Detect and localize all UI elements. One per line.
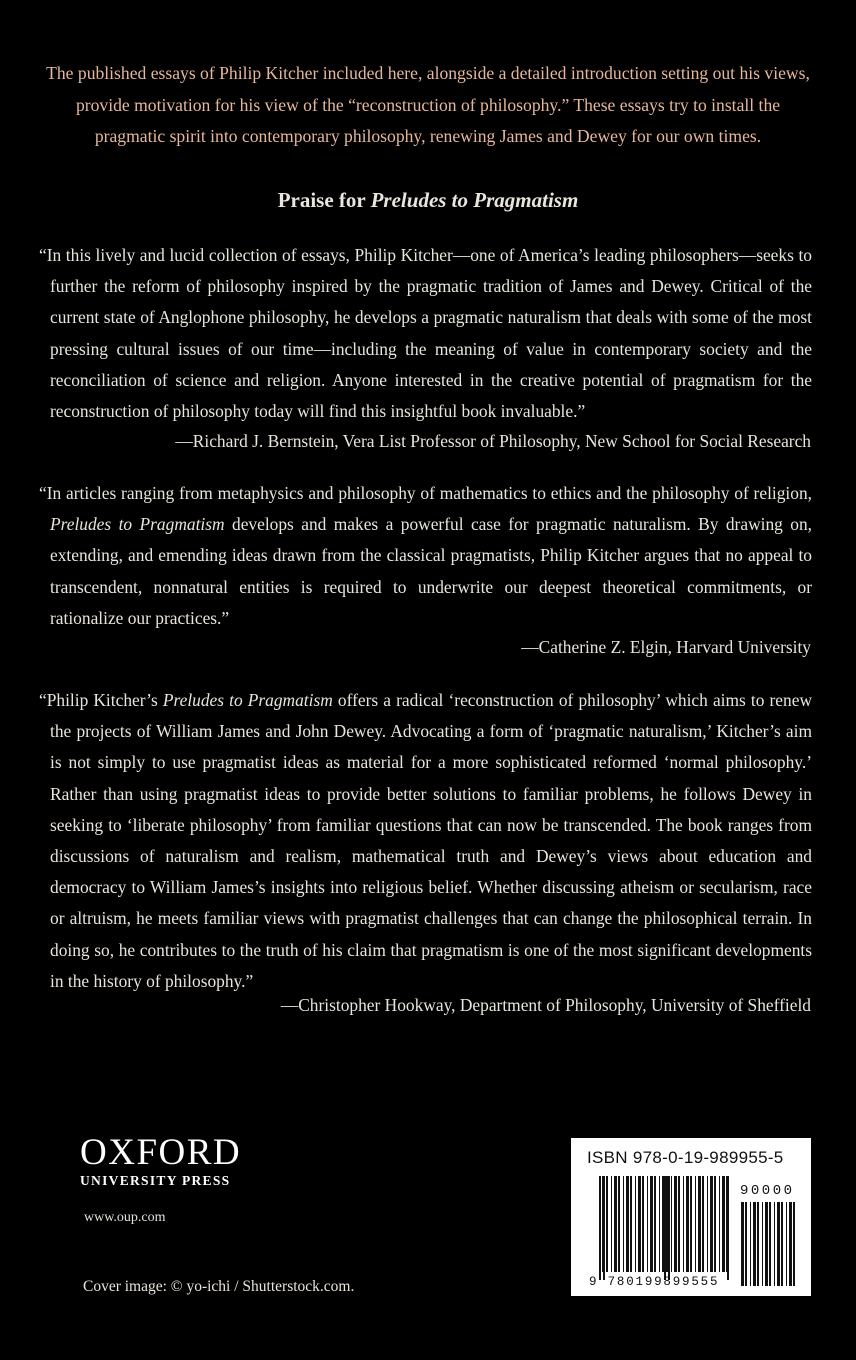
- praise-heading-prefix: Praise for: [277, 188, 371, 212]
- publisher-logo: [80, 1132, 242, 1189]
- quote-book-title: Preludes to Pragmatism: [162, 690, 333, 710]
- isbn-number: ISBN 978-0-19-989955-5: [587, 1148, 784, 1167]
- ean-first-digit: 9: [589, 1275, 599, 1289]
- quote-text-after: develops and makes a powerful case for pragmatic naturalism. By drawing on, extending, and emending ideas drawn from the classical pragmatists, Philip Kitcher argues that no appeal to transcendent, nonnatural entities is required to underwrite our deepest theoretical commitments, or rationalize our practices.”: [50, 514, 813, 628]
- quote-attribution-bernstein: —Richard J. Bernstein, Vera List Professor of Philosophy, New School for Social Research: [175, 431, 811, 451]
- praise-heading-title: Preludes to Pragmatism: [370, 188, 579, 212]
- ean-remaining-digits: 780199899555: [607, 1275, 720, 1289]
- quote-text-after: offers a radical ‘reconstruction of philosophy’ which aims to renew the projects of William James and John Dewey. Advocating a form of ‘pragmatic naturalism,’ Kitcher’s aim is not simply to use pragmatist ideas as material for a more sophisticated reformed ‘normal philosophy.’ Rather than using pragmatist ideas to provide better solutions to familiar problems, he follows Dewey in seeking to ‘liberate philosophy’ from familiar questions that can now be transcended. The book ranges from discussions of naturalism and realism, mathematical truth and Dewey’s views about education and democracy to William James’s insights into religious belief. Whether discussing atheism or secularism, race or altruism, he meets familiar views with pragmatist challenges that can change the philosophical terrain. In doing so, he contributes to the truth of his claim that pragmatism is one of the most significant developments in the history of philosophy.”: [50, 690, 812, 991]
- quote-book-title: Preludes to Pragmatism: [50, 514, 225, 535]
- praise-quote-elgin: [39, 478, 813, 634]
- praise-heading: [0, 188, 856, 213]
- publisher-name: OXFORD: [80, 1132, 242, 1173]
- back-cover-blurb: The published essays of Philip Kitcher included here, alongside a detailed introduction setting out his views, provide motivation for his view of the “reconstruction of philosophy.” These essays try to install the pragmatic spirit into contemporary philosophy, renewing James and Dewey for our own times.: [46, 63, 810, 146]
- praise-quote-bernstein: “In this lively and lucid collection of essays, Philip Kitcher—one of America’s leading philosophers—seeks to further the reform of philosophy inspired by the pragmatic tradition of James and Dewey. Critical of the current state of Anglophone philosophy, he develops a pragmatic naturalism that deals with some of the most pressing cultural issues of our time—including the meaning of value in contemporary society and the reconciliation of science and religion. Anyone interested in the creative potential of pragmatism for the reconstruction of philosophy today will find this insightful book invaluable.”: [39, 245, 812, 422]
- publisher-subtitle: UNIVERSITY PRESS: [80, 1173, 231, 1188]
- quote-attribution-hookway: —Christopher Hookway, Department of Philosophy, University of Sheffield: [280, 995, 811, 1015]
- barcode-ean-digits: [589, 1275, 719, 1289]
- barcode-bars: [571, 1138, 811, 1296]
- quote-text-before: “In articles ranging from metaphysics and philosophy of mathematics to ethics and the philosophy of religion,: [39, 483, 812, 503]
- cover-image-credit: Cover image: © yo-ichi / Shutterstock.com.: [83, 1278, 355, 1295]
- barcode-addon-digits: 90000: [740, 1183, 795, 1199]
- quote-attribution-elgin: —Catherine Z. Elgin, Harvard University: [521, 637, 811, 657]
- quote-text-before: “Philip Kitcher’s: [39, 690, 163, 710]
- isbn-barcode: [571, 1138, 811, 1296]
- praise-quote-hookway: [39, 685, 812, 997]
- publisher-url: www.oup.com: [84, 1210, 166, 1225]
